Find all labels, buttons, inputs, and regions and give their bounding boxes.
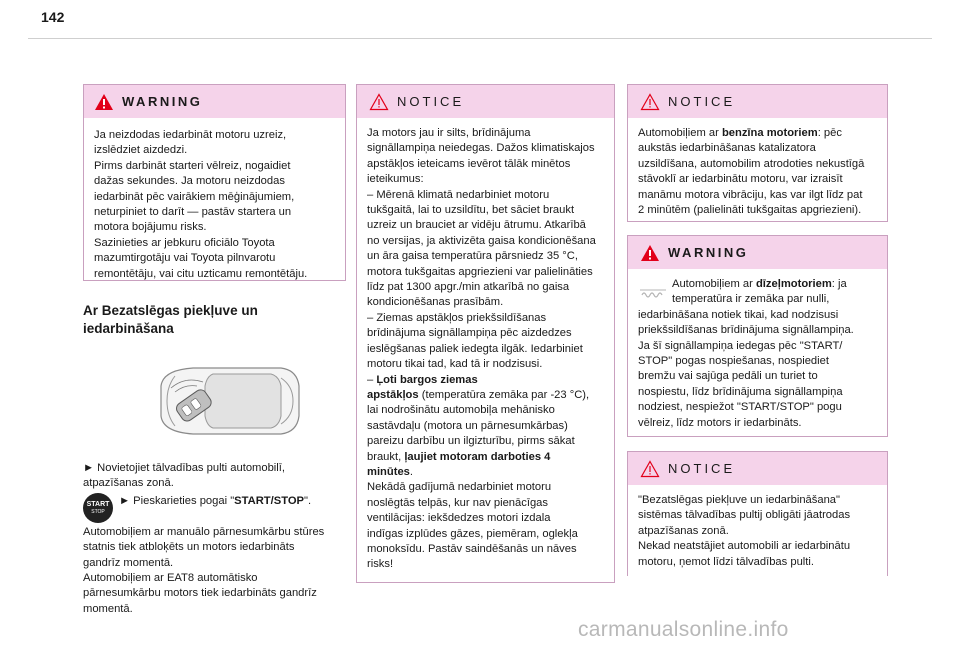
column-2 [356, 84, 615, 583]
text-line: – Ļoti bargos ziemas [367, 373, 478, 386]
text-line: sastāvdaļu (motora un pārnesumkārbas) [367, 419, 568, 432]
text-line: kondicionēšanas prasībām. [367, 296, 504, 309]
text-line: signāllampiņa neiedegas. Dažos klimatiskajos [367, 142, 595, 155]
text-line: uzsildīšana, automobilim atrodoties nekustīgā [638, 157, 865, 170]
text-line: Nekādā gadījumā nedarbiniet motoru [367, 481, 552, 494]
text-line: priekšsildīšanas brīdinājuma signāllampiņa. [638, 324, 854, 337]
text-line: Automobiļiem ar dīzeļmotoriem: ja [672, 278, 847, 290]
notice-header [628, 452, 887, 485]
text-line: bremžu vai sajūga pedāli un turiet to [638, 370, 818, 383]
text-line: Nekad neatstājiet automobili ar iedarbinātu [638, 540, 851, 553]
notice-body [628, 485, 887, 578]
text-line: nodziest, nespiežot "START/STOP" pogu [638, 401, 842, 414]
text-line: Automobiļiem ar benzīna motoriem: pēc [638, 127, 842, 139]
notice-triangle-icon [640, 460, 660, 478]
warning-title: WARNING [668, 245, 749, 260]
text-line: lai nodrošinātu automobiļa mehānisko [367, 404, 555, 417]
text-line: 2 minūtēm (palielināti tukšgaitas apgriezieni). [638, 204, 862, 217]
text-line: mazumtirgotāju vai Toyota pilnvarotu [94, 252, 276, 265]
text-line: Sazinieties ar jebkuru oficiālo Toyota [94, 236, 275, 249]
notice-title: NOTICE [668, 461, 736, 476]
text-line: ventilācijas: iekšdedzes motori izdala [367, 512, 551, 525]
text-line: Automobiļiem ar EAT8 automātisko [83, 572, 258, 585]
text-line: monoksīdu. Pastāv saindēšanās un nāves [367, 542, 577, 555]
notice-box-keyless [627, 451, 888, 576]
text-line: iedarbināšana notiek tikai, kad nodzisusi [638, 308, 839, 321]
text-line: uzreiz un brauciet ar vidēju ātrumu. Atkarībā [367, 219, 586, 232]
notice-triangle-icon [640, 93, 660, 111]
text-line: nospiestu, līdz brīdinājuma signāllampiņa [638, 385, 843, 398]
top-divider [28, 38, 932, 39]
text-line: dažas sekundes. Ja motoru neizdodas [94, 175, 285, 188]
notice-box-petrol [627, 84, 888, 222]
text-line: temperatūra ir zemāka par nulli, [672, 293, 830, 306]
notice-header [357, 85, 614, 118]
text-line: motora tukšgaitas apgriezieni var palielināties [367, 265, 593, 278]
text-line: līdz pat 1300 apgr./min atkarībā no gaisa [367, 281, 570, 294]
section-title-line: iedarbināšana [83, 321, 174, 336]
text-line: pārnesumkārbu motors tiek iedarbināts gandrīz [83, 587, 317, 600]
text-line: manāmu motora vibrāciju, kas var ilgt līdz pat [638, 188, 863, 201]
preheating-glow-plug-icon [638, 285, 668, 303]
text-line: Automobiļiem ar manuālo pārnesumkārbu stūres [83, 525, 325, 538]
text-line: Ja motors jau ir silts, brīdinājuma [367, 127, 531, 139]
step-1-line: ► Novietojiet tālvadības pulti automobilī, [83, 462, 285, 474]
text-line: neturpiniet to darīt — pastāv startera un [94, 206, 292, 219]
text-line: STOP" pogas nospiešanas, nospiediet [638, 355, 829, 368]
text-line: Pirms darbināt starteri vēlreiz, nogaidiet [94, 159, 291, 172]
text-line: motoru tikai tad, kad tā ir nodzisusi. [367, 358, 543, 371]
text-line: iedarbināt pēc vairākiem mēģinājumiem, [94, 190, 295, 203]
column-1 [83, 84, 346, 617]
notice-header [628, 85, 887, 118]
text-line: braukt, ļaujiet motoram darboties 4 [367, 450, 551, 463]
text-line: sistēmas tālvadības pultij obligāti jāatrodas [638, 509, 851, 522]
text-line: atpazīšanas zonā. [638, 524, 729, 537]
text-line: apstākļos ieteicams ievērot tālāk minētos [367, 157, 571, 170]
warning-box-diesel [627, 235, 888, 437]
text-line: noslēgtās telpās, kur nav pienācīgas [367, 496, 548, 509]
notice-body [357, 118, 614, 581]
text-line: apstākļos (temperatūra zemāka par -23 °C), [367, 388, 590, 401]
notice-title: NOTICE [668, 94, 736, 109]
text-line: – Ziemas apstākļos priekšsildīšanas [367, 311, 547, 324]
text-line: brīdinājuma signāllampiņa pēc aizdedzes [367, 327, 572, 340]
warning-triangle-icon [94, 93, 114, 111]
text-line: motoru, ņemot līdzi tālvadības pulti. [638, 555, 814, 568]
text-line: "Bezatslēgas piekļuve un iedarbināšana" [638, 494, 840, 506]
text-line: vēlreiz, līdz motors ir iedarbināts. [638, 416, 802, 429]
text-line: gandrīz momentā. [83, 556, 174, 569]
text-line: izslēdziet aizdedzi. [94, 144, 188, 157]
warning-body [84, 118, 345, 290]
notice-triangle-icon [369, 93, 389, 111]
text-line: un āra gaisa temperatūra pārsniedz 35 °C, [367, 250, 578, 263]
text-line: – Mērenā klimatā nedarbiniet motoru [367, 188, 550, 201]
warning-header [628, 236, 887, 269]
car-key-illustration [153, 356, 305, 444]
text-line: no versijas, ja aktivizēta gaisa kondicionēšana [367, 234, 596, 247]
step-2 [83, 493, 346, 523]
step-2-text: ► Pieskarieties pogai "START/STOP". [119, 494, 312, 507]
text-line: ieteikumus: [367, 173, 424, 186]
section-heading [83, 302, 346, 338]
text-line: ieslēgšanas paliek iedegta ilgāk. Iedarbiniet [367, 342, 583, 355]
text-line: indīgas izplūdes gāzes, piemēram, oglekļa [367, 527, 578, 540]
text-line: statnis tiek atbloķēts un motors iedarbināts [83, 541, 295, 554]
column-3 [627, 84, 888, 576]
text-line: Ja neizdodas iedarbināt motoru uzreiz, [94, 129, 287, 141]
text-line: remontētāju, vai citu uzticamu remontētāju. [94, 267, 308, 280]
transmission-paragraph [83, 525, 346, 617]
step-1-line: atpazīšanas zonā. [83, 477, 174, 490]
text-line: minūtes. [367, 465, 414, 478]
text-line: pareizu darbību un ilgizturību, pirms sākat [367, 435, 575, 448]
start-stop-button-icon: START STOP [83, 493, 113, 523]
section-title-line: Ar Bezatslēgas piekļuve un [83, 303, 258, 318]
warning-header [84, 85, 345, 118]
text-line: stāvoklī ar iedarbinātu motoru, var izraisīt [638, 173, 843, 186]
text-line: aukstās iedarbināšanas katalizatora [638, 142, 816, 155]
steps [83, 461, 346, 617]
notice-body [628, 118, 887, 226]
text-line: momentā. [83, 602, 133, 615]
text-line: Ja šī signāllampiņa iedegas pēc "START/ [638, 339, 843, 352]
warning-body [628, 269, 887, 439]
warning-triangle-icon [640, 244, 660, 262]
notice-title: NOTICE [397, 94, 465, 109]
text-line: motora bojājumu risks. [94, 221, 207, 234]
notice-box [356, 84, 615, 583]
text-line: tukšgaitā, lai to uzsildītu, bet sāciet braukt [367, 204, 575, 217]
warning-intro [638, 277, 877, 308]
warning-box [83, 84, 346, 281]
watermark: carmanualsonline.info [578, 618, 789, 641]
text-line: risks! [367, 558, 394, 571]
page-number: 142 [41, 9, 65, 25]
warning-title: WARNING [122, 94, 203, 109]
